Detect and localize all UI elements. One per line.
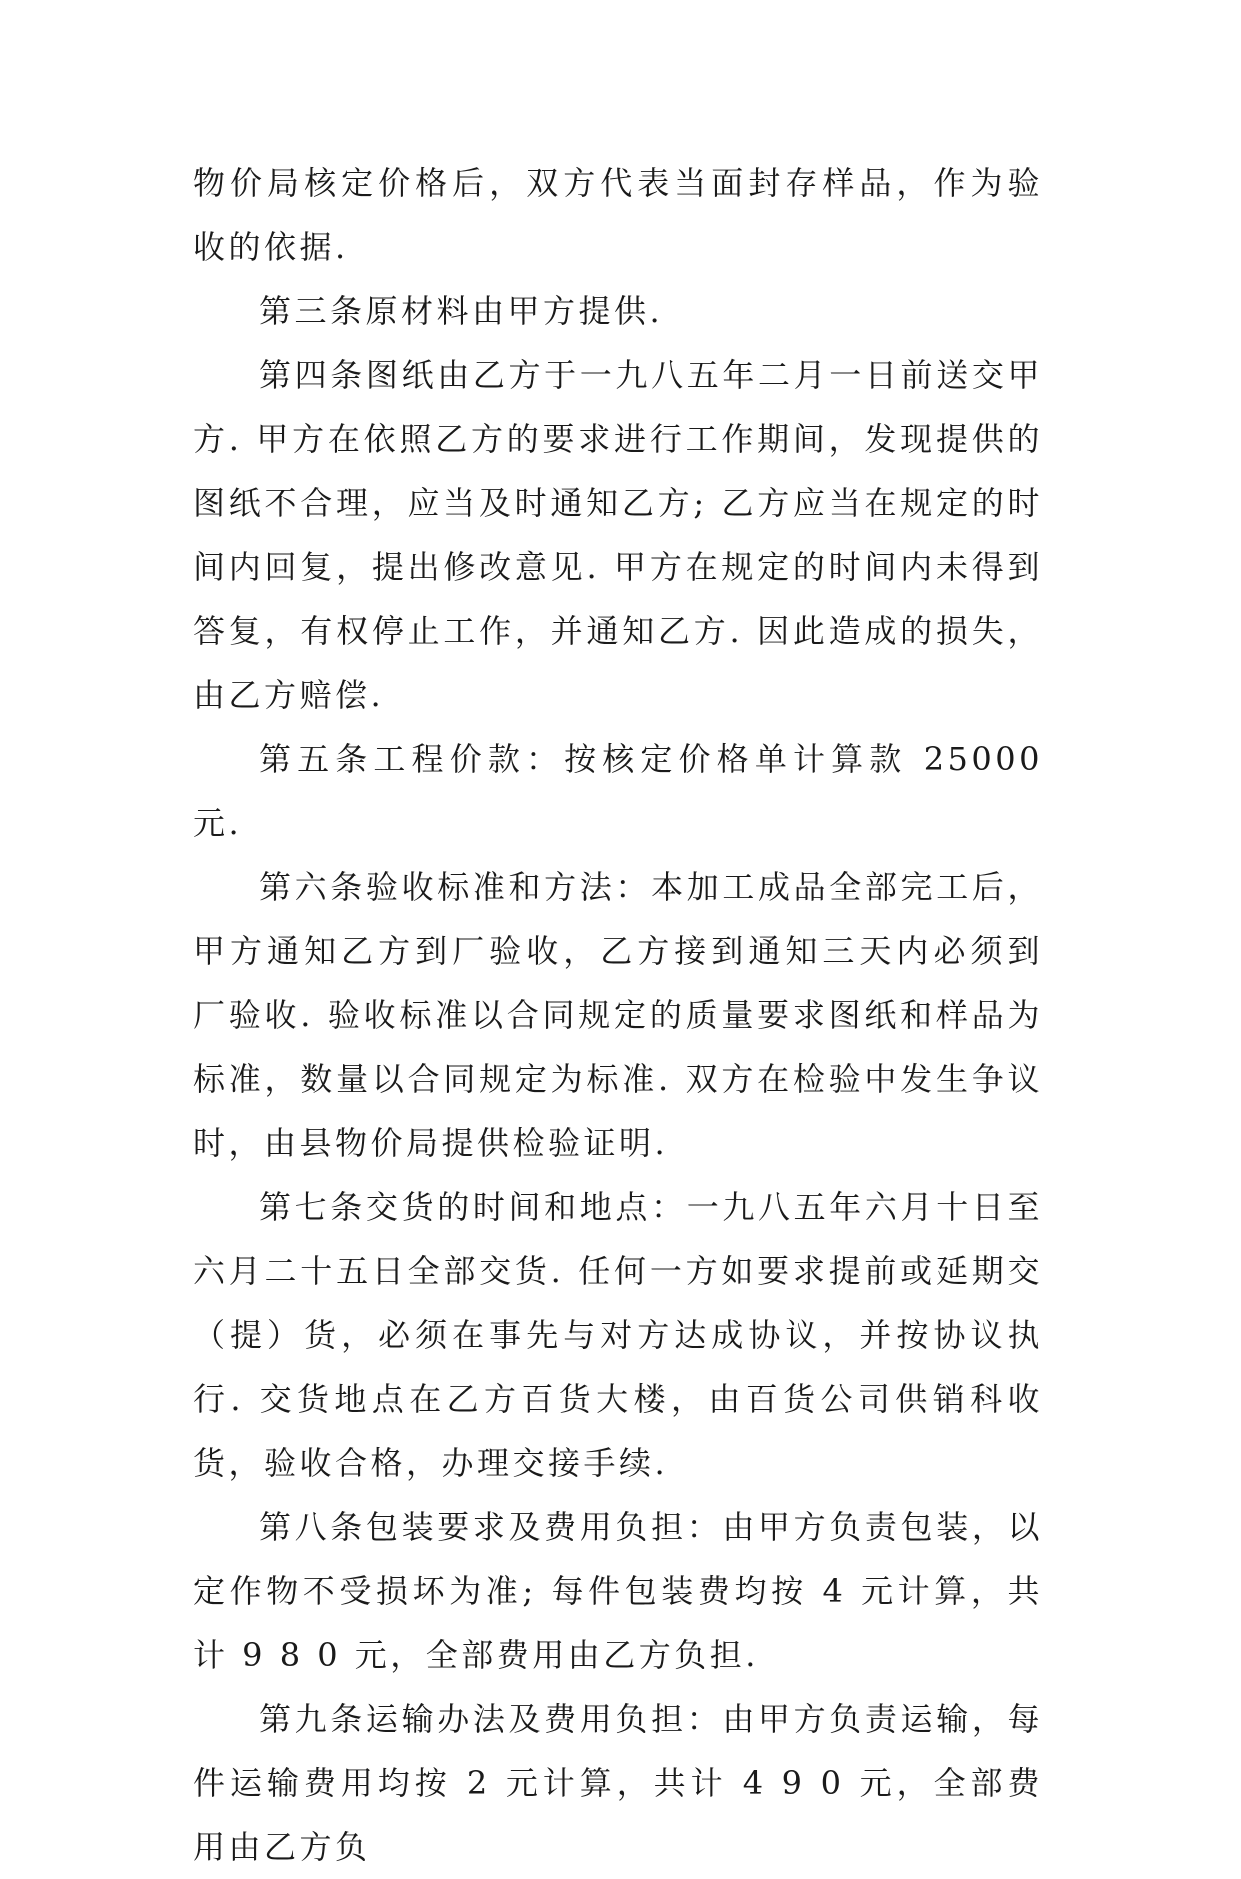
document-body xyxy=(193,151,1043,1879)
article-5-paragraph: 第五条工程价款：按核定价格单计算款 25000 元. xyxy=(193,740,1043,842)
article-8-paragraph: 第八条包装要求及费用负担：由甲方负责包装，以定作物不受损坏为准; 每件包装费均按 4 元计算，共计 9 8 0 元，全部费用由乙方负担. xyxy=(193,1508,1043,1674)
paragraph-continuation: 物价局核定价格后，双方代表当面封存样品，作为验收的依据. xyxy=(193,164,1043,266)
article-4-paragraph: 第四条图纸由乙方于一九八五年二月一日前送交甲方. 甲方在依照乙方的要求进行工作期间，发现提供的图纸不合理，应当及时通知乙方; 乙方应当在规定的时间内回复，提出修改意见. 甲方在规定的时间内未得到答复，有权停止工作，并通知乙方. 因此造成的损失，由乙方赔偿. xyxy=(193,356,1043,714)
article-7-paragraph: 第七条交货的时间和地点：一九八五年六月十日至六月二十五日全部交货. 任何一方如要求提前或延期交（提）货，必须在事先与对方达成协议，并按协议执行. 交货地点在乙方百货大楼，由百货公司供销科收货，验收合格，办理交接手续. xyxy=(193,1188,1043,1482)
article-6-paragraph: 第六条验收标准和方法：本加工成品全部完工后，甲方通知乙方到厂验收，乙方接到通知三天内必须到厂验收. 验收标准以合同规定的质量要求图纸和样品为标准，数量以合同规定为标准. 双方在检验中发生争议时，由县物价局提供检验证明. xyxy=(193,868,1043,1162)
article-9-paragraph: 第九条运输办法及费用负担：由甲方负责运输，每件运输费用均按 2 元计算，共计 4 9 0 元，全部费用由乙方负 xyxy=(193,1700,1043,1866)
article-3-paragraph: 第三条原材料由甲方提供. xyxy=(259,292,664,330)
